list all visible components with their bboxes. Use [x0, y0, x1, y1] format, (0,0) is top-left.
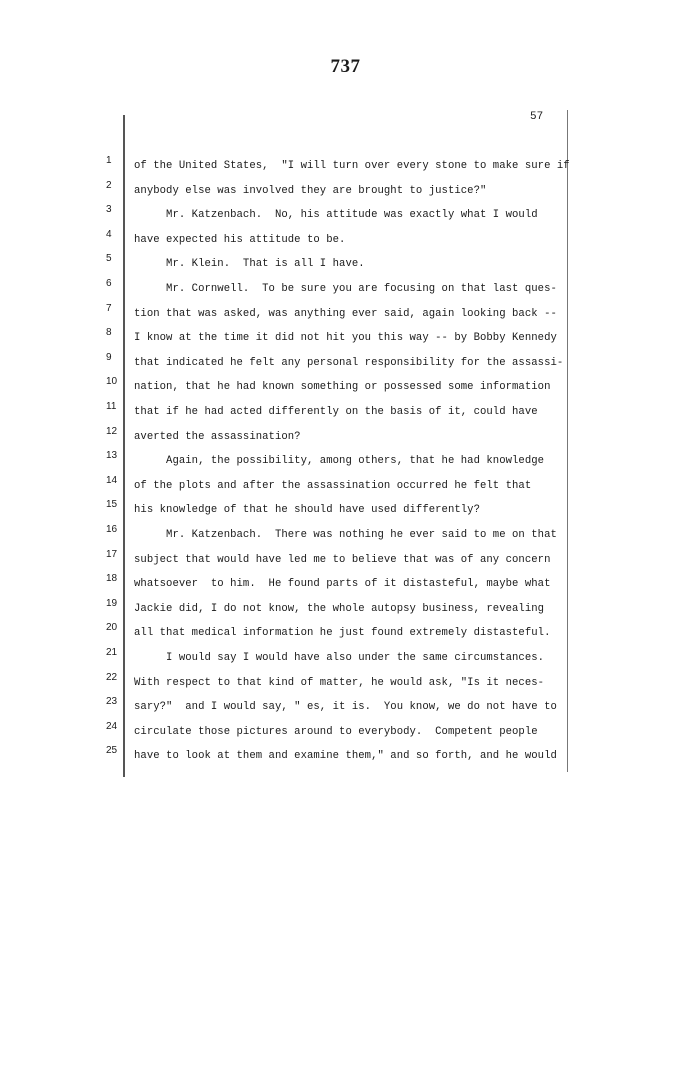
line-number: 5 [106, 253, 112, 265]
line-number: 11 [106, 401, 117, 412]
transcript-line: Again, the possibility, among others, that he had knowledge [134, 455, 545, 468]
line-number: 15 [106, 499, 118, 511]
line-number: 23 [106, 696, 118, 708]
transcript-line: have expected his attitude to be. [134, 233, 346, 246]
transcript-line: whatsoever to him. He found parts of it distasteful, maybe what [134, 578, 551, 591]
transcript-line: nation, that he had known something or possessed some information [134, 381, 551, 394]
line-number: 9 [106, 351, 112, 363]
line-number: 1 [106, 155, 112, 166]
line-number: 3 [106, 204, 112, 216]
left-margin-rule [123, 115, 125, 777]
line-number: 20 [106, 622, 118, 634]
transcript-line: I know at the time it did not hit you this way -- by Bobby Kennedy [134, 332, 557, 345]
line-number: 17 [106, 548, 118, 560]
line-number: 18 [106, 573, 118, 585]
transcript-line: Jackie did, I do not know, the whole autopsy business, revealing [134, 602, 545, 615]
transcript-line: subject that would have led me to believe that was of any concern [134, 553, 551, 566]
transcript-line: averted the assassination? [134, 430, 301, 443]
line-number: 7 [106, 302, 112, 314]
line-number: 14 [106, 474, 118, 486]
transcript-page-number: 57 [530, 111, 544, 123]
transcript-line: Mr. Cornwell. To be sure you are focusing on that last ques- [134, 283, 557, 295]
line-number: 16 [106, 524, 118, 535]
line-number: 21 [106, 647, 118, 658]
line-number: 4 [106, 228, 112, 240]
transcript-line: sary?" and I would say, " es, it is. You know, we do not have to [134, 701, 557, 714]
transcript-line: that indicated he felt any personal responsibility for the assassi- [134, 356, 564, 369]
transcript-line: Mr. Katzenbach. No, his attitude was exactly what I would [134, 209, 538, 222]
line-number: 19 [106, 597, 118, 609]
transcript-line: Mr. Klein. That is all I have. [134, 258, 365, 271]
transcript-line: of the plots and after the assassination occurred he felt that [134, 479, 532, 492]
transcript-line: circulate those pictures around to everybody. Competent people [134, 725, 538, 738]
transcript-line: all that medical information he just found extremely distasteful. [134, 627, 551, 640]
transcript-line: I would say I would have also under the same circumstances. [134, 652, 545, 664]
transcript-line: that if he had acted differently on the basis of it, could have [134, 406, 538, 418]
line-number: 12 [106, 425, 118, 437]
transcript-line: of the United States, "I will turn over every stone to make sure if [134, 160, 570, 172]
transcript-line: With respect to that kind of matter, he would ask, "Is it neces- [134, 676, 545, 689]
transcript-line: tion that was asked, was anything ever said, again looking back -- [134, 307, 557, 320]
line-number: 25 [106, 745, 118, 757]
line-number: 13 [106, 450, 118, 462]
transcript-line: have to look at them and examine them," and so forth, and he would [134, 750, 557, 763]
line-number: 2 [106, 179, 112, 191]
line-number: 10 [106, 376, 118, 388]
transcript-line: his knowledge of that he should have used differently? [134, 504, 480, 517]
transcript-line: anybody else was involved they are brought to justice?" [134, 184, 487, 197]
transcript-line: Mr. Katzenbach. There was nothing he ever said to me on that [134, 529, 557, 541]
line-number: 24 [106, 720, 118, 732]
page-number: 737 [330, 56, 361, 77]
line-number: 6 [106, 278, 112, 289]
line-number: 22 [106, 671, 118, 683]
line-number: 8 [106, 327, 112, 339]
